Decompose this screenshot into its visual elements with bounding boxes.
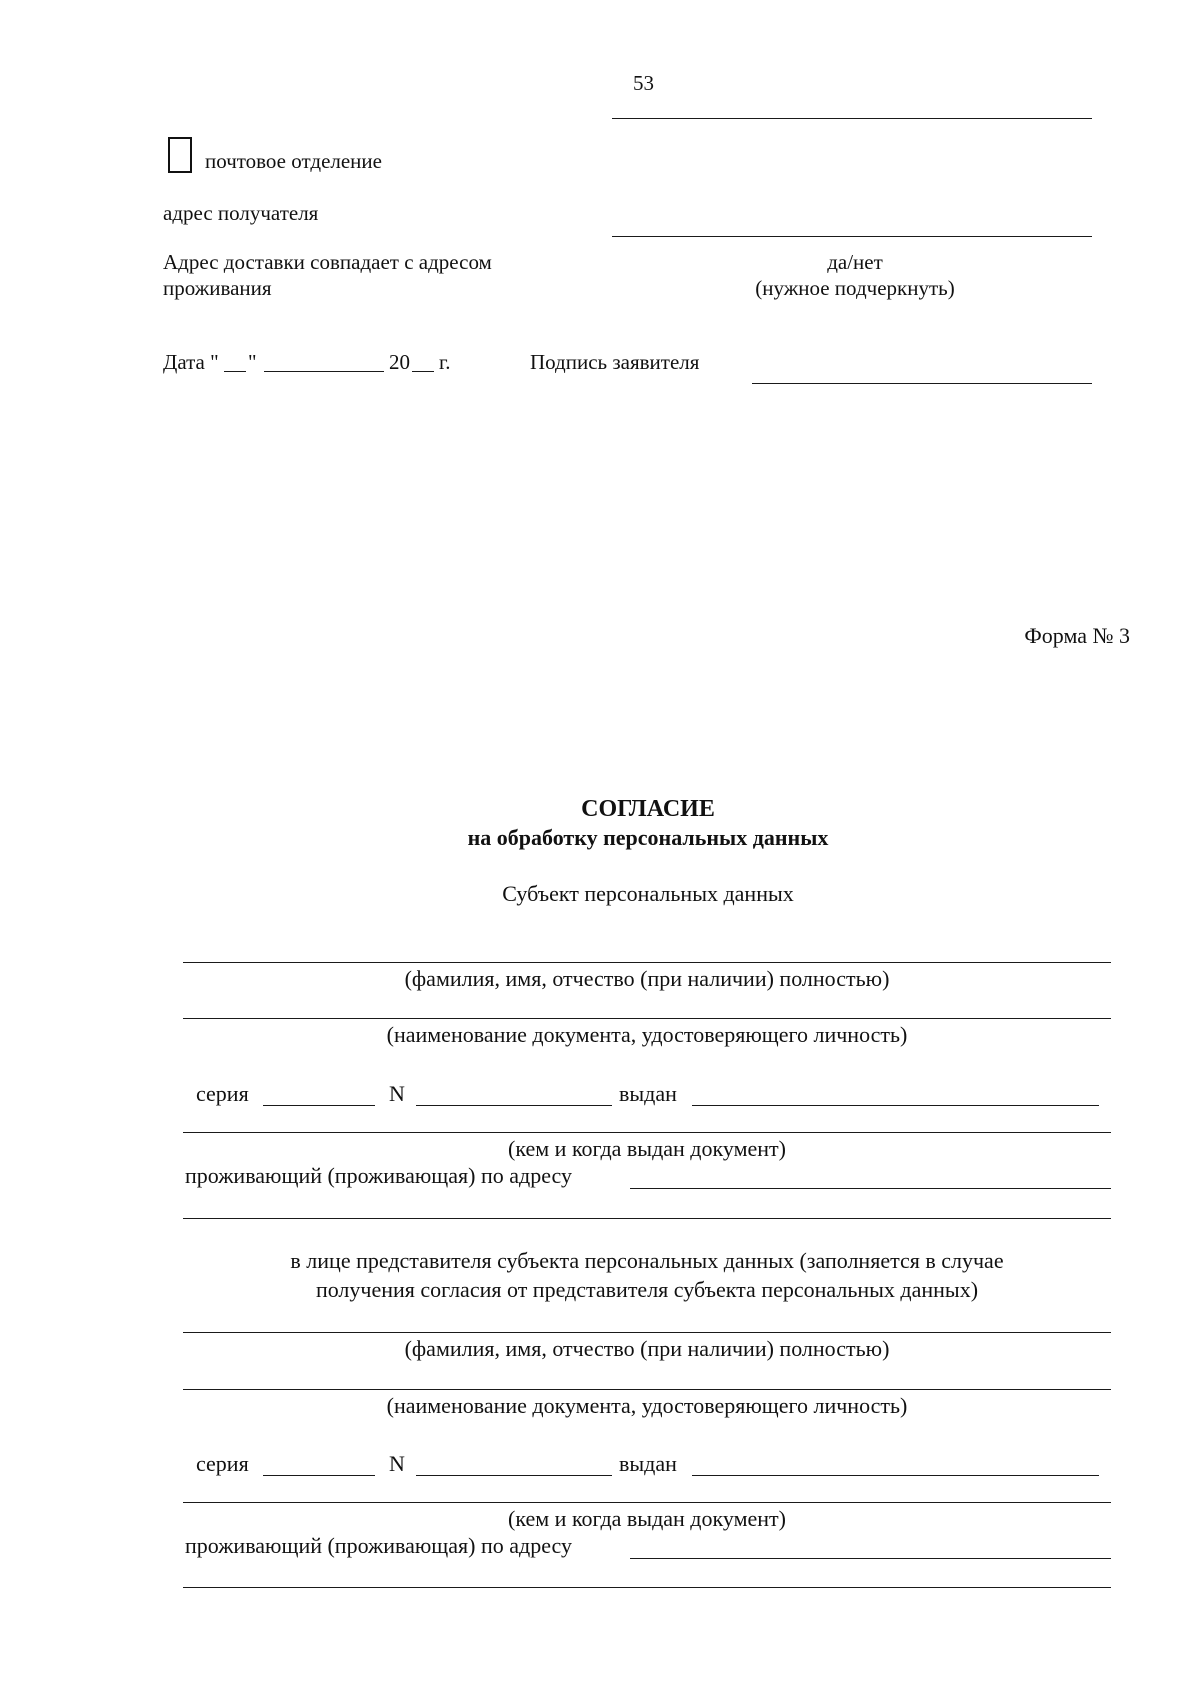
year-prefix: 20 (389, 350, 410, 374)
date-label: Дата " (163, 350, 219, 374)
delivery-address-label-line2: проживания (163, 276, 272, 300)
rep-residing-address-line-2[interactable] (183, 1587, 1111, 1588)
rep-series-label: серия (196, 1451, 249, 1476)
page-number: 53 (633, 71, 654, 95)
recipient-address-label: адрес получателя (163, 201, 319, 225)
recipient-address-line[interactable] (612, 236, 1092, 237)
rep-residing-address-line[interactable] (630, 1558, 1111, 1559)
underline-hint: (нужное подчеркнуть) (755, 276, 955, 300)
rep-full-name-hint: (фамилия, имя, отчество (при наличии) полностью) (404, 1336, 890, 1361)
issued-line[interactable] (692, 1105, 1099, 1106)
representative-note-line1: в лице представителя субъекта персональных данных (заполняется в случае (290, 1248, 1004, 1273)
residing-address-line[interactable] (630, 1188, 1111, 1189)
residing-address-line-2[interactable] (183, 1218, 1111, 1219)
rep-full-name-line[interactable] (183, 1332, 1111, 1333)
consent-title: СОГЛАСИЕ (581, 796, 715, 822)
yes-no-option[interactable]: да/нет (827, 250, 883, 274)
issued-label: выдан (619, 1081, 677, 1106)
signature-label: Подпись заявителя (530, 350, 700, 374)
year-suffix: г. (439, 350, 451, 374)
rep-issued-label: выдан (619, 1451, 677, 1476)
rep-issued-by-hint: (кем и когда выдан документ) (508, 1506, 786, 1531)
number-line[interactable] (416, 1105, 612, 1106)
id-document-hint: (наименование документа, удостоверяющего личность) (386, 1022, 908, 1047)
date-year-line[interactable] (412, 371, 434, 372)
rep-number-line[interactable] (416, 1475, 612, 1476)
full-name-line[interactable] (183, 962, 1111, 963)
number-label: N (389, 1081, 405, 1106)
rep-residing-label: проживающий (проживающая) по адресу (185, 1533, 572, 1558)
delivery-address-label-line1: Адрес доставки совпадает с адресом (163, 250, 492, 274)
issued-by-hint: (кем и когда выдан документ) (508, 1136, 786, 1161)
date-quote-close: " (248, 350, 257, 374)
series-line[interactable] (263, 1105, 375, 1106)
series-label: серия (196, 1081, 249, 1106)
signature-line[interactable] (752, 383, 1092, 384)
representative-note-line2: получения согласия от представителя субъекта персональных данных) (315, 1277, 979, 1302)
id-document-line[interactable] (183, 1018, 1111, 1019)
full-name-hint: (фамилия, имя, отчество (при наличии) полностью) (404, 966, 890, 991)
residing-label: проживающий (проживающая) по адресу (185, 1163, 572, 1188)
form-number: Форма № 3 (1024, 623, 1130, 648)
checkbox-postal-office[interactable] (168, 137, 192, 173)
date-day-line[interactable] (224, 371, 246, 372)
date-month-line[interactable] (264, 371, 384, 372)
rep-issued-line[interactable] (692, 1475, 1099, 1476)
subject-label: Субъект персональных данных (502, 881, 794, 906)
postal-office-label: почтовое отделение (205, 149, 382, 173)
rep-id-document-line[interactable] (183, 1389, 1111, 1390)
rep-id-document-hint: (наименование документа, удостоверяющего личность) (386, 1393, 908, 1418)
rep-number-label: N (389, 1451, 405, 1476)
issued-by-line[interactable] (183, 1132, 1111, 1133)
rep-issued-by-line[interactable] (183, 1502, 1111, 1503)
consent-subtitle: на обработку персональных данных (467, 825, 829, 850)
rep-series-line[interactable] (263, 1475, 375, 1476)
field-line (612, 118, 1092, 119)
